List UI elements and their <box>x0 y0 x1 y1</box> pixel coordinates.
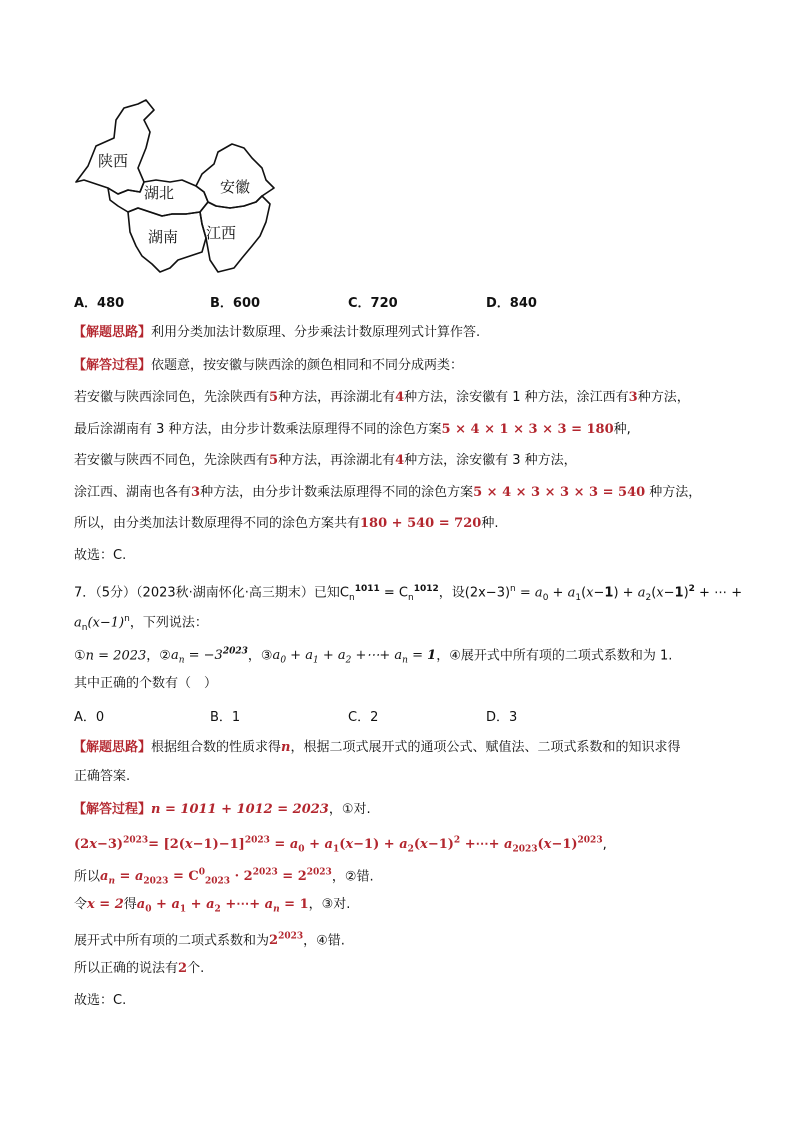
q7-process: 【解答过程】n = 1011 + 1012 = 2023，①对. <box>73 802 371 817</box>
q6-process <box>73 356 463 376</box>
q6-option-b: B．600 <box>210 296 261 311</box>
q7-option-b: B．1 <box>210 710 241 725</box>
q6-option-a: A．480 <box>74 296 125 311</box>
q6-option-d: D．840 <box>486 296 537 311</box>
map-label-shaanxi: 陕西 <box>98 152 129 170</box>
q7-option-c: C．2 <box>348 710 379 725</box>
q7-option-a: A．0 <box>74 710 105 725</box>
q7-stem-line2: $a_n(x-1)^n$，下列说法： <box>74 614 208 633</box>
q6-line2: 若安徽与陕西涂同色，先涂陕西有5种方法，再涂湖北有4种方法，涂安徽有 1 种方法，涂江西有3种方法， <box>74 390 690 405</box>
q6-answer: 故选：C. <box>74 548 127 563</box>
q7-thought: 【解题思路】根据组合数的性质求得n，根据二项式展开式的通项公式、赋值法、二项式系数和的知识求得 <box>73 740 681 755</box>
q6-line5: 涂江西、湖南也各有3种方法，由分步计数乘法原理得不同的涂色方案5 × 4 × 3 × 3 × 3 = 540 种方法， <box>74 485 702 500</box>
q7-thought-line2: 正确答案. <box>74 769 131 784</box>
q7-claims: ①n = 2023，$②a_n = -3^{2023}$，$③a_0 + a_1 + a_2$ +⋯+ $a_n = 1$，④展开式中所有项的二项式系数和为 1. <box>74 647 673 666</box>
q6-line3: 最后涂湖南有 3 种方法，由分步计数乘法原理得不同的涂色方案5 × 4 × 1 × 3 × 3 = 180种, <box>74 422 631 437</box>
map-label-hubei: 湖北 <box>144 184 175 202</box>
q7-process-line2: $(2x-3)^{2023}= [2(x-1)-1]^{2023} = a_0 + a_1(x-1) + a_2(x-1)^2$ +⋯+ $a_{2023}(x-1)^{2023}$, <box>74 836 607 855</box>
q7-stem: 7．（5分）（2023秋·湖南怀化·高三期末）已知$C_n^{1011} = C_n^{1012}$，设$(2x-3)^n = a_0 + a_1(x-1) + a_2(x-1)^2$ + ⋯ + <box>74 584 743 603</box>
q6-process-line1: 依题意，按安徽与陕西涂的颜色相同和不同分成两类： <box>151 358 464 373</box>
q6-thought-text: 利用分类加法计数原理、分步乘法计数原理列式计算作答. <box>151 325 481 340</box>
q6-process-tag: 【解答过程】 <box>73 358 152 373</box>
q7-process-line5: 展开式中所有项的二项式系数和为$2^{2023}$，④错. <box>74 932 345 949</box>
q6-line6: 所以，由分类加法计数原理得不同的涂色方案共有180 + 540 = 720种. <box>74 516 499 531</box>
q7-process-line3: 所以$a_n = a_{2023} = C^0_{2023} \cdot 2^{2023} = 2^{2023}$，②错. <box>74 868 374 887</box>
q7-answer: 故选：C. <box>74 993 127 1008</box>
q6-option-c: C．720 <box>348 296 398 311</box>
map-label-hunan: 湖南 <box>148 228 179 246</box>
q7-process-line6: 所以正确的说法有2个. <box>74 961 205 976</box>
province-map <box>66 96 282 280</box>
map-label-anhui: 安徽 <box>220 178 251 196</box>
map-label-jiangxi: 江西 <box>206 224 237 242</box>
q6-line4: 若安徽与陕西不同色，先涂陕西有5种方法，再涂湖北有4种方法，涂安徽有 3 种方法， <box>74 453 577 468</box>
q7-question: 其中正确的个数有（ ） <box>74 676 218 691</box>
q7-option-d: D．3 <box>486 710 518 725</box>
q7-process-line4: 令x = 2得$a_0 + a_1 + a_2$ +⋯+ $a_n = 1$，③对. <box>74 897 351 915</box>
q6-thought-tag: 【解题思路】 <box>73 325 152 340</box>
q6-thought <box>73 323 480 343</box>
